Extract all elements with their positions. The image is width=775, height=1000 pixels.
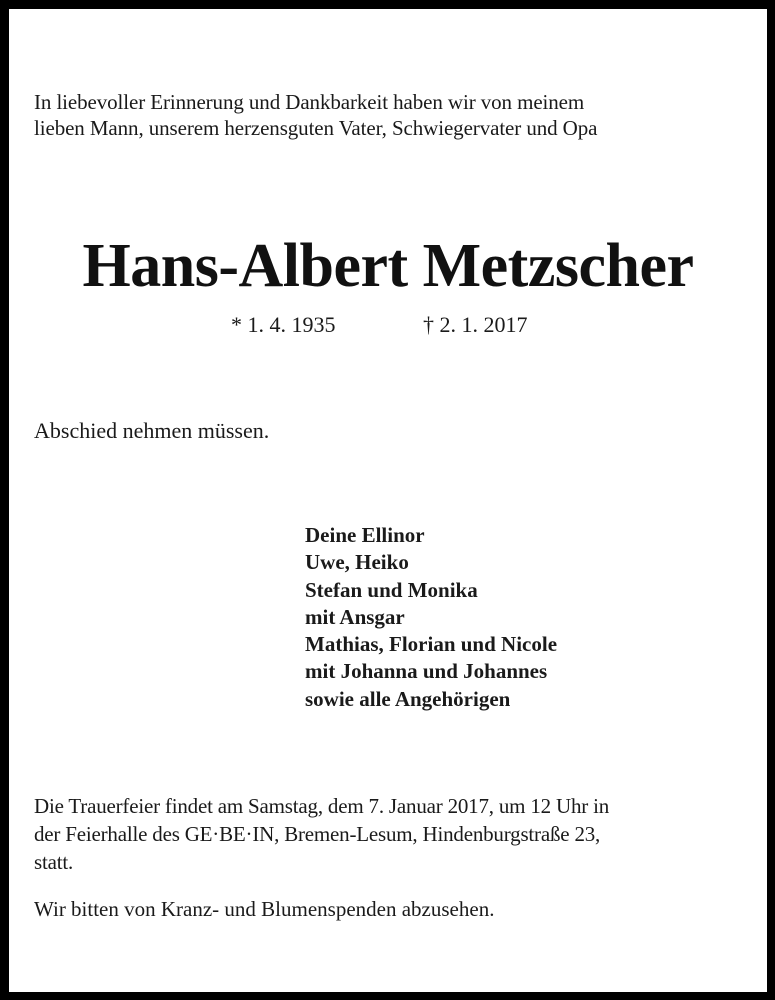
farewell-text: Abschied nehmen müssen.: [34, 418, 270, 443]
ceremony-line: statt.: [34, 850, 74, 874]
mourner-line: mit Johanna und Johannes: [305, 659, 548, 684]
intro-line: In liebevoller Erinnerung und Dankbarkeit haben wir von meinem: [34, 90, 585, 114]
flowers-request: Wir bitten von Kranz- und Blumenspenden abzusehen.: [34, 897, 495, 921]
intro-text: [34, 89, 597, 141]
deceased-name: Hans-Albert Metzscher: [82, 232, 694, 300]
mourner-line: Mathias, Florian und Nicole: [305, 632, 558, 657]
mourners-list: [305, 522, 557, 713]
mourner-line: Stefan und Monika: [305, 577, 478, 602]
intro-line: lieben Mann, unserem herzensguten Vater, Schwiegervater und Opa: [34, 116, 598, 140]
mourner-line: mit Ansgar: [305, 604, 405, 629]
mourner-line: Deine Ellinor: [305, 523, 425, 547]
mourner-line: sowie alle Angehörigen: [305, 686, 511, 711]
obituary-notice: [9, 9, 767, 992]
mourner-line: Uwe, Heiko: [305, 550, 409, 575]
death-date: † 2. 1. 2017: [423, 312, 528, 337]
ceremony-details: [34, 792, 609, 876]
ceremony-line: Die Trauerfeier findet am Samstag, dem 7. Januar 2017, um 12 Uhr in: [34, 794, 610, 818]
ceremony-line: der Feierhalle des GE·BE·IN, Bremen-Lesum, Hindenburgstraße 23,: [34, 822, 601, 846]
birth-date: * 1. 4. 1935: [231, 312, 336, 337]
